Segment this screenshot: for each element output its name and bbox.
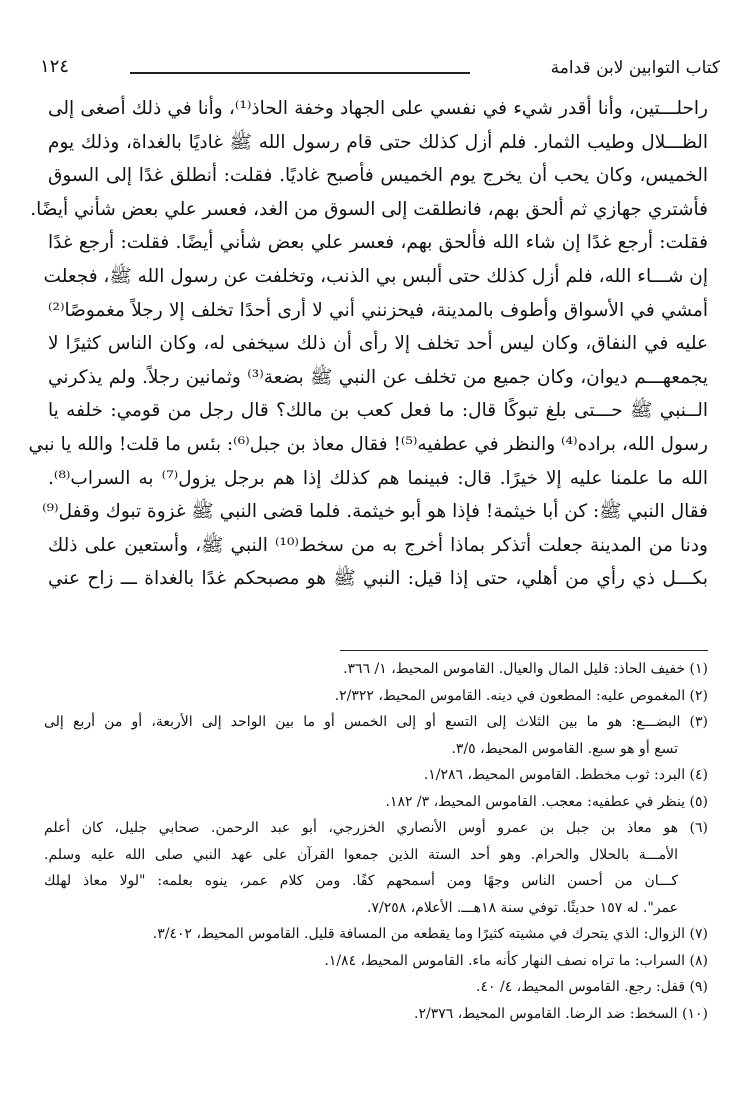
running-header xyxy=(40,52,720,82)
text-line: الله ما علمنا عليه إلا خيرًا. قال: فبينما هم كذلك إذا هم برجل يزول⁽⁷⁾ به السراب⁽⁸⁾. xyxy=(48,467,708,489)
footnote-7: (٧) الزوال: الذي يتحرك في مشيته كثيرًا وما يقطعه من المسافة قليل. القاموس المحيط، ٣/٤٠٢. xyxy=(152,926,708,942)
footnote-4: (٤) البرد: ثوب مخطط. القاموس المحيط، ١/٢٨٦. xyxy=(423,767,708,783)
text-line: الخميس، وكان يحب أن يخرج يوم الخميس فأصبح غاديًا. فقلت: أنطلق غدًا إلى السوق xyxy=(48,165,708,187)
footnote-3: (٣) البضـــع: هو ما بين الثلاث إلى التسع أو إلى الخمس أو ما بين الواحد إلى الأربعة، أو من أربع إلى xyxy=(44,714,708,730)
book-title: كتاب التوابين لابن قدامة xyxy=(550,58,720,78)
footnotes xyxy=(44,656,708,1027)
footnote-8: (٨) السراب: ما تراه نصف النهار كأنه ماء. القاموس المحيط، ١/٨٤. xyxy=(324,952,708,969)
footnote-5: (٥) ينظر في عطفيه: معجب. القاموس المحيط، ٣/ ١٨٢. xyxy=(385,793,708,810)
page-number: ١٢٤ xyxy=(40,56,70,77)
main-text xyxy=(28,92,708,596)
text-line: فأشتري جهازي ثم ألحق بهم، فانطلقت إلى السوق من الغد، فعسر علي بعض شأني أيضًا. xyxy=(30,198,708,220)
header-rule xyxy=(130,72,470,74)
text-line: إن شـــاء الله، فلم أزل كذلك حتى ألبس بي الذنب، وتخلفت عن رسول الله ﷺ، فجعلت xyxy=(43,265,708,287)
text-line: أمشي في الأسواق وأطوف بالمدينة، فيحزنني أني لا أرى أحدًا تخلف إلا رجلاً مغموصًا⁽²⁾ xyxy=(48,299,708,321)
text-line: يجمعهـــم ديوان، وكان جميع من تخلف عن النبي ﷺ بضعة⁽³⁾ وثمانين رجلاً. ولم يذكرني xyxy=(48,366,708,388)
footnote-2: (٢) المغموص عليه: المطعون في دينه. القاموس المحيط، ٢/٣٢٢. xyxy=(334,687,708,704)
footnote-6-continued: كـــان من أحسن الناس وجهًا ومن أسمحهم كفًا. ومن كلام عمر، ينوه بعلمه: "لولا معاذ لهلك xyxy=(44,873,678,889)
text-line: رسول الله، براده⁽⁴⁾ والنظر في عطفيه⁽⁵⁾! فقال معاذ بن جبل⁽⁶⁾: بئس ما قلت! والله يا نبي xyxy=(28,433,708,455)
footnote-divider xyxy=(340,650,708,651)
footnote-6-continued: الأمـــة بالحلال والحرام. وهو أحد الستة الذين جمعوا القرآن على عهد النبي صلى الله عليه وسلم. xyxy=(44,846,678,863)
text-line: فقال النبي ﷺ: كن أبا خيثمة! فإذا هو أبو خيثمة. فلما قضى النبي ﷺ غزوة تبوك وقفل⁽⁹⁾ xyxy=(42,501,708,523)
footnote-6-continued: عمر". له ١٥٧ حديثًا. توفي سنة ١٨هـــ. الأعلام، ٧/٢٥٨. xyxy=(367,899,678,916)
text-line: ودنا من المدينة جعلت أتذكر بماذا أخرج به من سخط⁽¹⁰⁾ النبي ﷺ، وأستعين على ذلك xyxy=(48,534,708,556)
text-line: فقلت: أرجع غدًا إن شاء الله فألحق بهم، فعسر علي بعض شأني أيضًا. فقلت: أرجع غدًا xyxy=(48,232,708,254)
footnote-6: (٦) هو معاذ بن جبل بن عمرو أوس الأنصاري الخزرجي، أبو عبد الرحمن. صحابي جليل، كان أعلم xyxy=(44,820,708,836)
text-line: الظـــلال وطيب الثمار. فلم أزل كذلك حتى قام رسول الله ﷺ غاديًا بالغداة، وذلك يوم xyxy=(48,131,708,153)
footnote-10: (١٠) السخط: ضد الرضا. القاموس المحيط، ٢/٣٧٦. xyxy=(414,1005,708,1022)
text-line: عليه في النفاق، وكان ليس أحد تخلف إلا رأى أن ذلك سيخفى له، وكان الناس كثيرًا لا xyxy=(48,333,708,355)
text-line: الــنبي ﷺ حـــتى بلغ تبوكًا قال: ما فعل كعب بن مالك؟ قال رجل من قومي: خلفه يا xyxy=(48,400,708,422)
footnote-3-continued: تسع أو هو سبع. القاموس المحيط، ٣/٥. xyxy=(451,740,678,757)
footnote-9: (٩) قفل: رجع. القاموس المحيط، ٤/ ٤٠. xyxy=(476,979,708,995)
footnote-1: (١) خفيف الحاذ: قليل المال والعيال. القاموس المحيط، ١/ ٣٦٦. xyxy=(343,661,708,677)
text-line: بكـــل ذي رأي من أهلي، حتى إذا قيل: النبي ﷺ هو مصبحكم غدًا بالغداة ـــ زاح عني xyxy=(48,568,708,590)
text-line: راحلـــتين، وأنا أقدر شيء في نفسي على الجهاد وخفة الحاذ⁽¹⁾، وأنا في ذلك أصغى إلى xyxy=(48,98,708,119)
